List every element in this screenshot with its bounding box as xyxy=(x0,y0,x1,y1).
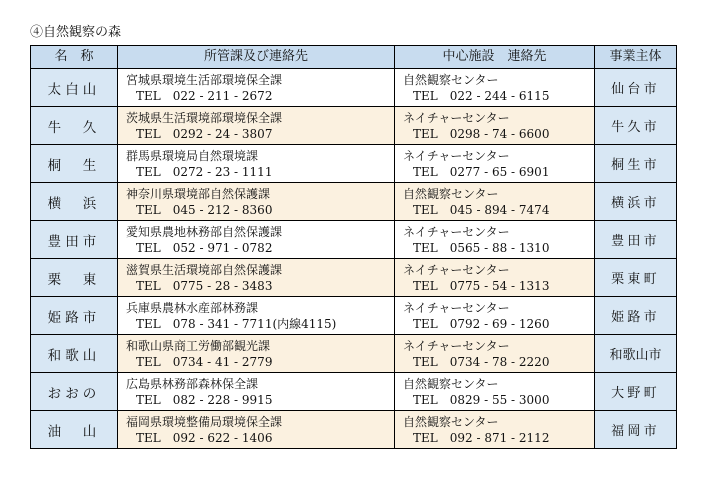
center-name: ネイチャーセンター xyxy=(403,110,510,125)
table-row xyxy=(31,107,677,145)
forest-contact-table xyxy=(30,45,677,449)
operator-name: 仙台市 xyxy=(595,69,677,107)
table-row xyxy=(31,297,677,335)
center-cell xyxy=(395,373,595,411)
office-tel: TEL 078 - 341 - 7711(内線4115) xyxy=(136,316,337,331)
office-cell xyxy=(118,107,395,145)
forest-name: 牛 久 xyxy=(31,107,118,145)
center-cell xyxy=(395,107,595,145)
operator-name: 横浜市 xyxy=(595,183,677,221)
center-cell xyxy=(395,183,595,221)
center-tel: TEL 045 - 894 - 7474 xyxy=(413,202,550,217)
center-tel: TEL 0298 - 74 - 6600 xyxy=(413,126,550,141)
center-tel: TEL 0565 - 88 - 1310 xyxy=(413,240,550,255)
header-office: 所管課及び連絡先 xyxy=(118,46,395,69)
office-tel: TEL 052 - 971 - 0782 xyxy=(136,240,273,255)
operator-name: 和歌山市 xyxy=(595,335,677,373)
forest-name: おおの xyxy=(31,373,118,411)
header-owner: 事業主体 xyxy=(595,46,677,69)
office-cell xyxy=(118,373,395,411)
center-tel: TEL 0775 - 54 - 1313 xyxy=(413,278,550,293)
table-row xyxy=(31,221,677,259)
operator-name: 桐生市 xyxy=(595,145,677,183)
office-tel: TEL 045 - 212 - 8360 xyxy=(136,202,273,217)
center-tel: TEL 0792 - 69 - 1260 xyxy=(413,316,550,331)
table-row xyxy=(31,69,677,107)
center-name: 自然観察センター xyxy=(403,376,499,391)
center-tel: TEL 0829 - 55 - 3000 xyxy=(413,392,550,407)
forest-name: 横 浜 xyxy=(31,183,118,221)
operator-name: 栗東町 xyxy=(595,259,677,297)
office-cell xyxy=(118,411,395,449)
office-tel: TEL 022 - 211 - 2672 xyxy=(136,88,273,103)
forest-name: 太白山 xyxy=(31,69,118,107)
forest-name: 和歌山 xyxy=(31,335,118,373)
forest-name: 栗 東 xyxy=(31,259,118,297)
center-tel: TEL 092 - 871 - 2112 xyxy=(413,430,550,445)
office-name: 広島県林務部森林保全課 xyxy=(126,376,259,391)
header-name: 名 称 xyxy=(31,46,118,69)
office-name: 神奈川県環境部自然保護課 xyxy=(126,186,271,201)
center-tel: TEL 022 - 244 - 6115 xyxy=(413,88,550,103)
section-title: ④自然観察の森 xyxy=(30,25,122,40)
operator-name: 福岡市 xyxy=(595,411,677,449)
center-cell xyxy=(395,297,595,335)
office-cell xyxy=(118,297,395,335)
center-name: ネイチャーセンター xyxy=(403,148,510,163)
center-name: ネイチャーセンター xyxy=(403,338,510,353)
center-cell xyxy=(395,69,595,107)
office-tel: TEL 0272 - 23 - 1111 xyxy=(136,164,273,179)
office-name: 福岡県環境整備局環境保全課 xyxy=(126,414,283,429)
office-name: 兵庫県農林水産部林務課 xyxy=(126,300,259,315)
center-cell xyxy=(395,259,595,297)
operator-name: 大野町 xyxy=(595,373,677,411)
office-cell xyxy=(118,335,395,373)
forest-name: 桐 生 xyxy=(31,145,118,183)
center-cell xyxy=(395,411,595,449)
center-cell xyxy=(395,221,595,259)
office-name: 群馬県環境局自然環境課 xyxy=(126,148,259,163)
table-row xyxy=(31,411,677,449)
center-tel: TEL 0277 - 65 - 6901 xyxy=(413,164,550,179)
office-name: 愛知県農地林務部自然保護課 xyxy=(126,224,283,239)
office-name: 和歌山県商工労働部観光課 xyxy=(126,338,271,353)
center-name: ネイチャーセンター xyxy=(403,300,510,315)
forest-name: 姫路市 xyxy=(31,297,118,335)
office-name: 宮城県環境生活部環境保全課 xyxy=(126,72,283,87)
table-row xyxy=(31,145,677,183)
operator-name: 牛久市 xyxy=(595,107,677,145)
center-name: 自然観察センター xyxy=(403,72,499,87)
center-name: 自然観察センター xyxy=(403,414,499,429)
center-name: ネイチャーセンター xyxy=(403,224,510,239)
table-row xyxy=(31,183,677,221)
center-name: ネイチャーセンター xyxy=(403,262,510,277)
office-tel: TEL 092 - 622 - 1406 xyxy=(136,430,273,445)
office-cell xyxy=(118,221,395,259)
header-center: 中心施設 連絡先 xyxy=(395,46,595,69)
office-tel: TEL 0775 - 28 - 3483 xyxy=(136,278,273,293)
center-cell xyxy=(395,335,595,373)
office-cell xyxy=(118,145,395,183)
office-cell xyxy=(118,69,395,107)
operator-name: 姫路市 xyxy=(595,297,677,335)
office-name: 滋賀県生活環境部自然保護課 xyxy=(126,262,283,277)
office-cell xyxy=(118,183,395,221)
table-row xyxy=(31,259,677,297)
office-tel: TEL 0734 - 41 - 2779 xyxy=(136,354,273,369)
table-row xyxy=(31,373,677,411)
center-name: 自然観察センター xyxy=(403,186,499,201)
office-tel: TEL 082 - 228 - 9915 xyxy=(136,392,273,407)
office-tel: TEL 0292 - 24 - 3807 xyxy=(136,126,273,141)
table-row xyxy=(31,335,677,373)
office-cell xyxy=(118,259,395,297)
forest-name: 豊田市 xyxy=(31,221,118,259)
center-cell xyxy=(395,145,595,183)
forest-name: 油 山 xyxy=(31,411,118,449)
office-name: 茨城県生活環境部環境保全課 xyxy=(126,110,283,125)
table-header-row xyxy=(31,46,677,69)
center-tel: TEL 0734 - 78 - 2220 xyxy=(413,354,550,369)
operator-name: 豊田市 xyxy=(595,221,677,259)
